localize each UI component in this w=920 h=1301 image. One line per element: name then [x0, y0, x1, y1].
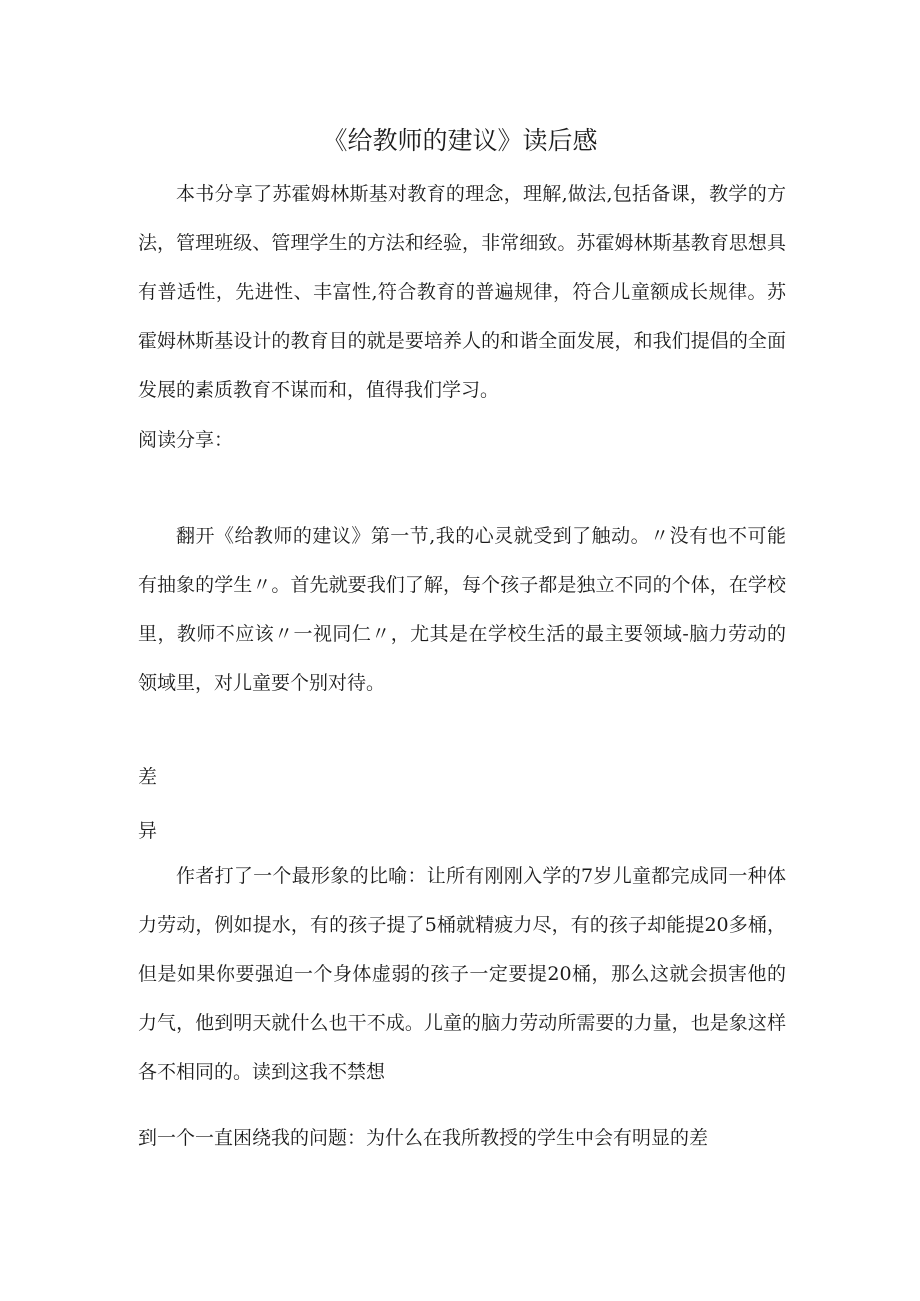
- section-heading-char-2: 异: [138, 820, 158, 842]
- body-paragraph-2: 作者打了一个最形象的比喻：让所有刚刚入学的7岁儿童都完成同一种体力劳动，例如提水，有的孩子提了5桶就精疲力尽，有的孩子却能提20多桶，但是如果你要强迫一个身体虚弱的孩子一定要提20桶，那么这就会损害他的力气，他到明天就什么也干不成。儿童的脑力劳动所需要的力量，也是象这样各不相同的。读到这我不禁想: [138, 865, 786, 1083]
- intro-paragraph: 本书分享了苏霍姆林斯基对教育的理念，理解,做法,包括备课，教学的方法，管理班级、管理学生的方法和经验，非常细致。苏霍姆林斯基教育思想具有普适性，先进性、丰富性,符合教育的普遍规律，符合儿童额成长规律。苏霍姆林斯基设计的教育目的就是要培养人的和谐全面发展，和我们提倡的全面发展的素质教育不谋而和，值得我们学习。: [138, 183, 786, 401]
- reading-share-heading: 阅读分享：: [138, 429, 234, 451]
- body-paragraph-3: 到一个一直困绕我的问题：为什么在我所教授的学生中会有明显的差: [138, 1127, 709, 1149]
- section-heading-char-1: 差: [138, 766, 158, 788]
- body-paragraph-1: 翻开《给教师的建议》第一节,我的心灵就受到了触动。〃没有也不可能有抽象的学生〃。首先就要我们了解，每个孩子都是独立不同的个体，在学校里，教师不应该〃一视同仁〃，尤其是在学校生活的最主要领域-脑力劳动的领域里，对儿童要个别对待。: [138, 525, 786, 694]
- document-title: 《给教师的建议》读后感: [322, 126, 598, 155]
